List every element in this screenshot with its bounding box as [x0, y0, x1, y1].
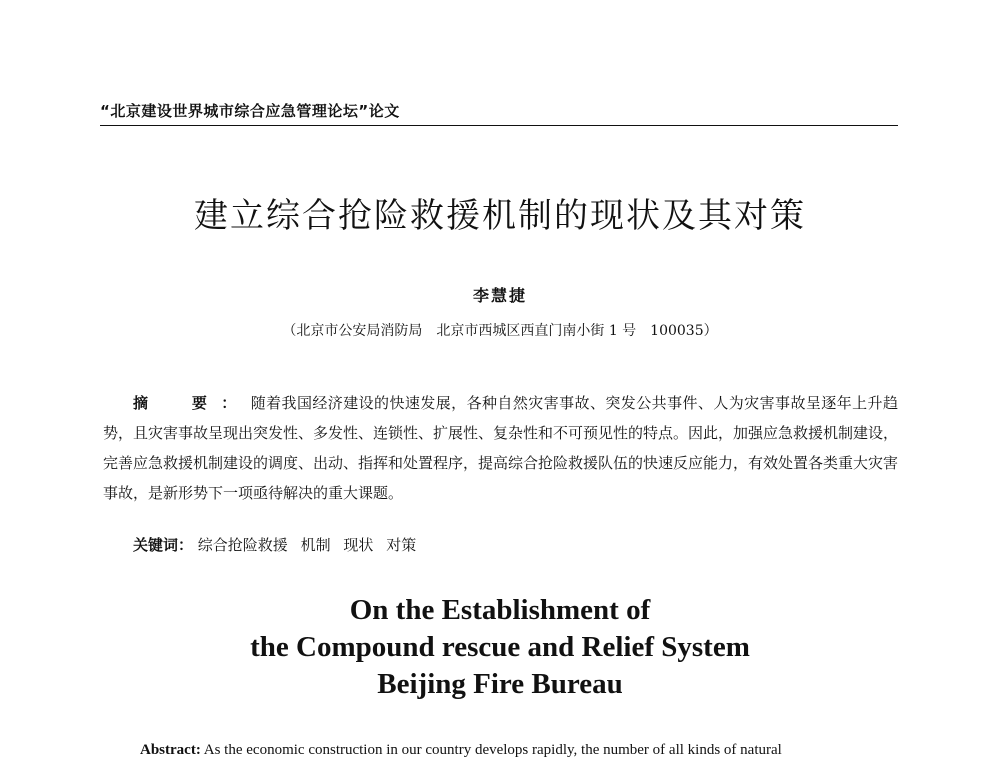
abstract-en-text: As the economic construction in our country develops rapidly, the number of all kinds of natural: [203, 742, 782, 758]
running-header-text: “北京建设世界城市综合应急管理论坛”论文: [100, 102, 400, 120]
title-en-line-2: the Compound rescue and Relief System: [250, 631, 750, 663]
abstract-en: [140, 742, 900, 759]
keyword-item: 现状: [343, 536, 374, 554]
author-affiliation: （北京市公安局消防局 北京市西城区西直门南小街 1 号 100035）: [282, 323, 718, 339]
keywords-label: 关键词：: [133, 536, 194, 554]
running-header: [100, 100, 898, 126]
abstract-cn: [103, 388, 898, 508]
title-en-line-3: Beijing Fire Bureau: [377, 668, 623, 700]
keyword-item: 机制: [300, 536, 331, 554]
paper-title-cn: 建立综合抢险救援机制的现状及其对策: [194, 196, 806, 236]
abstract-cn-text: 随着我国经济建设的快速发展，各种自然灾害事故、突发公共事件、人为灾害事故呈逐年上升趋势，且灾害事故呈现出突发性、多发性、连锁性、扩展性、复杂性和不可预见性的特点。因此，加强应急救援机制建设，完善应急救援机制建设的调度、出动、指挥和处置程序，提高综合抢险救援队伍的快速反应能力，有效处置各类重大灾害事故，是新形势下一项亟待解决的重大课题。: [103, 394, 899, 502]
author-name: 李慧捷: [472, 286, 527, 305]
paper-title-en: [0, 592, 1000, 703]
abstract-en-label: Abstract:: [140, 742, 201, 758]
title-en-line-1: On the Establishment of: [349, 594, 651, 626]
abstract-cn-label: 摘 要：: [133, 394, 251, 412]
keyword-item: 对策: [386, 536, 417, 554]
keyword-item: 综合抢险救援: [197, 536, 288, 554]
keywords: [133, 530, 898, 560]
